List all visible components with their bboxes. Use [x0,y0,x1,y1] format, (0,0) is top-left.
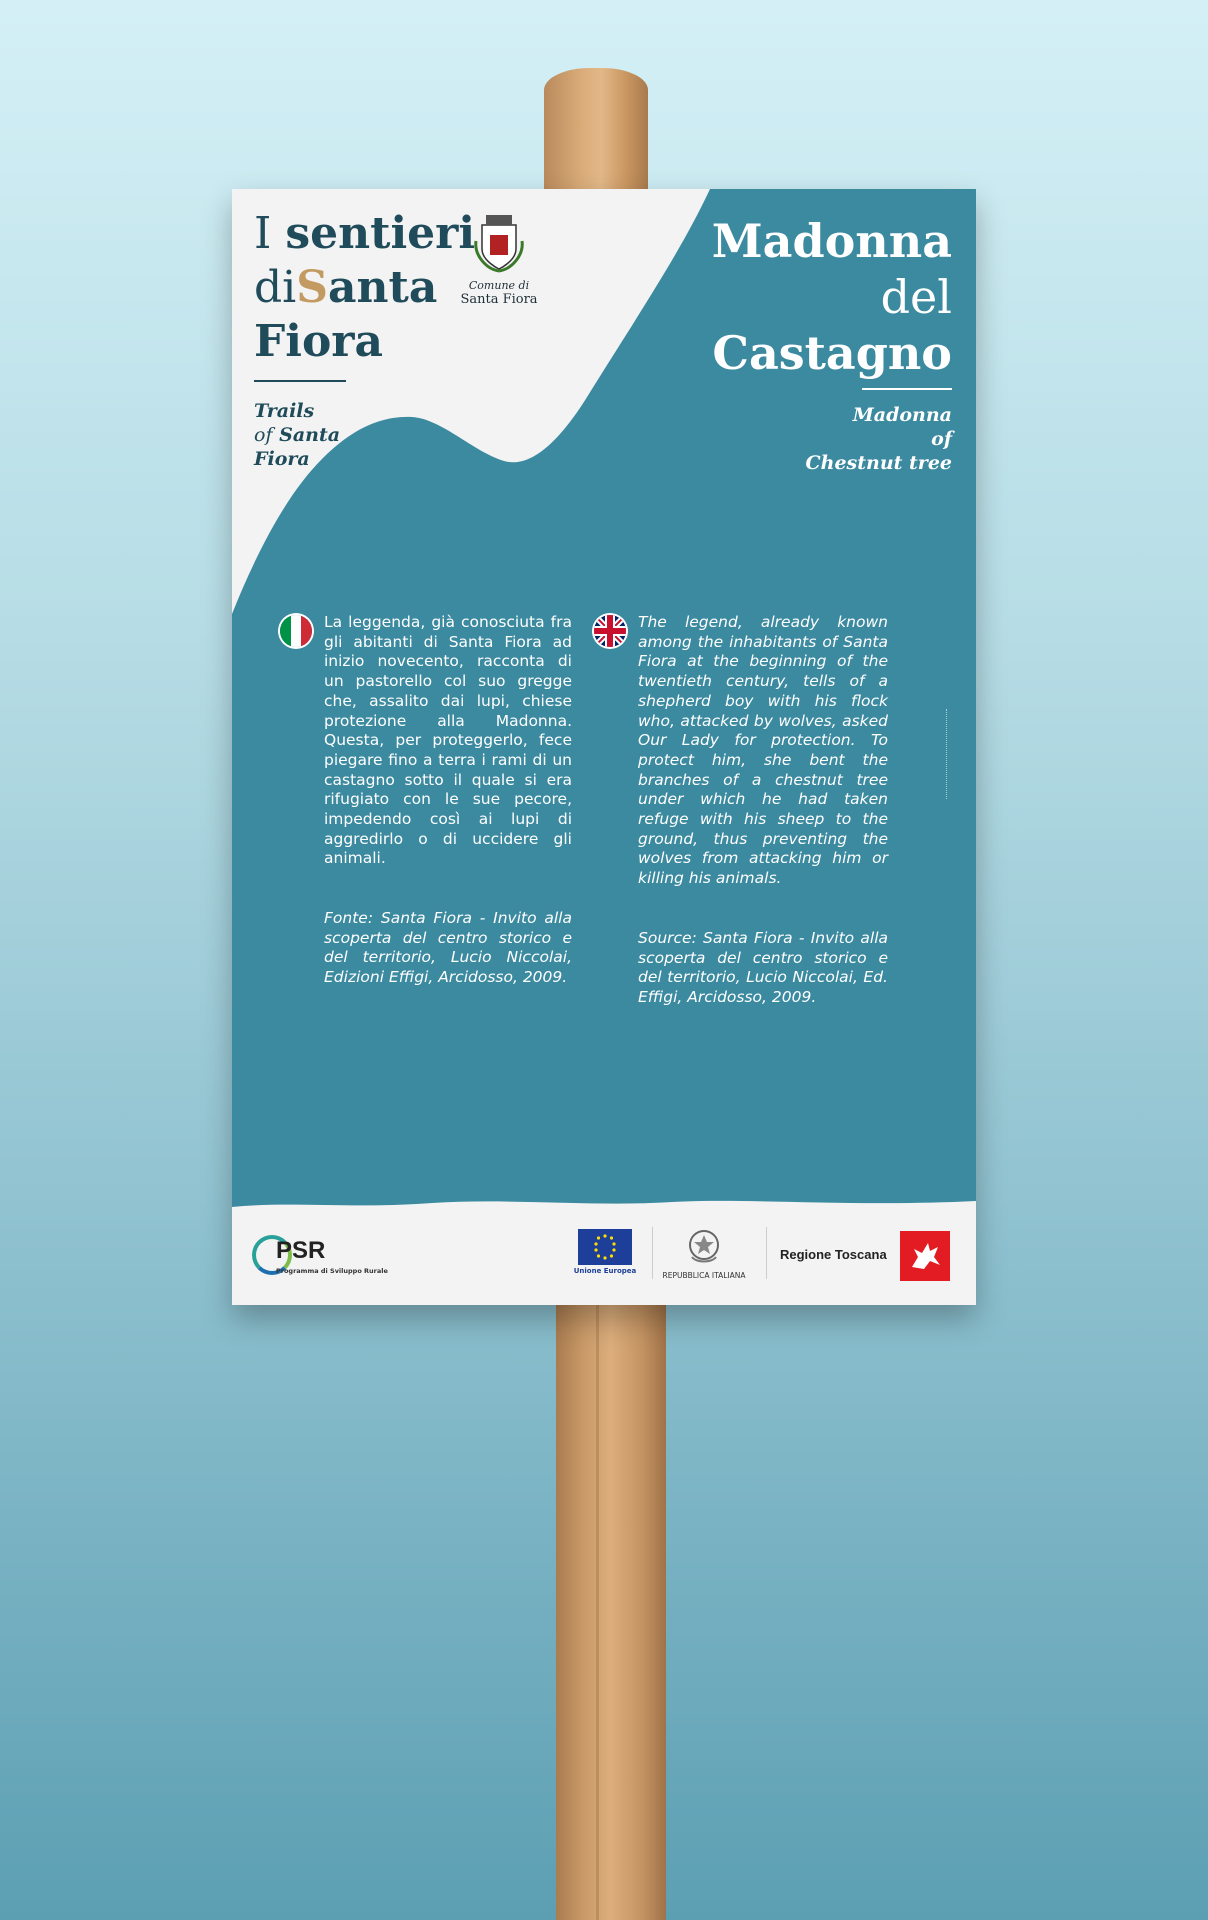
italian-flag-icon [280,615,312,647]
municipality-label: Comune di Santa Fiora [460,279,538,307]
wooden-post-bottom [556,1300,666,1920]
english-text: The legend, already known among the inhabitants of Santa Fiora at the beginning of the twentieth century, tells of a shepherd boy with his flock who, attacked by wolves, asked Our Lady for protection. To protect him, she bent the branches of a chestnut tree under which he had taken refuge with his sheep to the ground, thus preventing the wolves from attacking him or killing his animals. [638,613,888,888]
wooden-post-top [544,68,648,198]
logo-divider [254,380,346,382]
title-divider [862,388,952,390]
sign-subtitle-english: Madonna of Chestnut tree [805,404,952,474]
uk-flag-icon [594,615,626,647]
footer-separator [766,1227,767,1279]
trail-sign [232,189,976,1305]
italian-republic-emblem-icon [686,1227,722,1265]
wood-grain [596,1300,599,1920]
psr-logo: PSR Programma di Sviluppo Rurale [252,1231,372,1283]
italian-source: Fonte: Santa Fiora - Invito alla scoperta del centro storico e del territorio, Lucio Niccolai, Edizioni Effigi, Arcidosso, 2009. [324,909,572,987]
municipal-crest-icon [472,211,526,273]
vertical-fine-print [946,709,952,799]
sign-title: Madonna del Castagno [711,214,952,380]
footer-separator [652,1227,653,1279]
trails-logo-subtitle: Trails of Santa Fiora [254,400,341,470]
english-source: Source: Santa Fiora - Invito alla scoperta del centro storico e del territorio, Lucio Niccolai, Ed. Effigi, Arcidosso, 2009. [638,929,888,1007]
italian-text: La leggenda, già conosciuta fra gli abitanti di Santa Fiora ad inizio novecento, racconta di un pastorello col suo gregge che, assalito dai lupi, chiese protezione alla Madonna. Questa, per proteggerlo, fece piegare fino a terra i rami di un castagno sotto il quale si era rifugiato con le sue pecore, impedendo così ai lupi di aggredirlo o di uccidere gli animali. [324,613,572,868]
trails-logo-title: I sentieri diSanta Fiora [254,208,476,367]
tuscany-pegasus-icon [900,1231,950,1281]
eu-flag-icon [578,1229,632,1265]
sponsor-footer: PSR Programma di Sviluppo Rurale Unione Europea REPUBBLICA ITALIANA Regione Toscana [232,1207,976,1305]
